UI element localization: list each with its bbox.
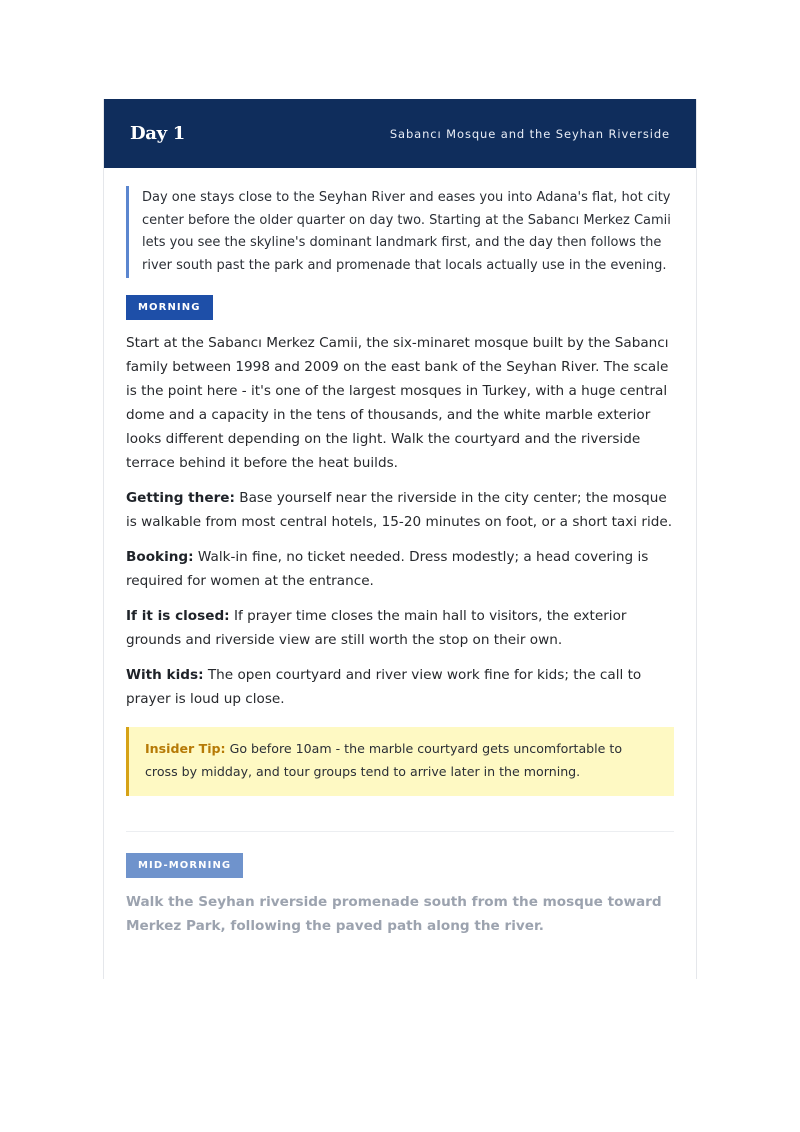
getting-there [126, 486, 674, 534]
intro-quote: Day one stays close to the Seyhan River and eases you into Adana's flat, hot city center before the older quarter on day two. Starting at the Sabancı Merkez Camii lets you see the skyline's dominant landmark first, and the day then follows the river south past the park and promenade that locals actually use in the evening. [126, 186, 674, 278]
mid-morning-description: Walk the Seyhan riverside promenade south from the mosque toward Merkez Park, following the paved path along the river. [126, 894, 662, 934]
if-closed-label: If it is closed: [126, 608, 230, 624]
mid-morning-badge: MID-MORNING [126, 853, 243, 878]
with-kids-label: With kids: [126, 667, 204, 683]
if-closed [126, 604, 674, 652]
insider-tip-text: Go before 10am - the marble courtyard gets uncomfortable to cross by midday, and tour groups tend to arrive later in the morning. [145, 741, 623, 779]
day-body [104, 168, 696, 938]
morning-description: Start at the Sabancı Merkez Camii, the six-minaret mosque built by the Sabancı family between 1998 and 2009 on the east bank of the Seyhan River. The scale is the point here - it's one of the largest mosques in Turkey, with a huge central dome and a capacity in the tens of thousands, and the white marble exterior looks different depending on the light. Walk the courtyard and the riverside terrace behind it before the heat builds. [126, 335, 669, 471]
getting-there-text: Base yourself near the riverside in the city center; the mosque is walkable from most central hotels, 15-20 minutes on foot, or a short taxi ride. [126, 490, 673, 530]
insider-tip-label: Insider Tip: [145, 741, 226, 756]
insider-tip [126, 727, 674, 796]
with-kids [126, 663, 674, 711]
day-card [103, 99, 697, 979]
day-subtitle: Sabancı Mosque and the Seyhan Riverside [389, 126, 670, 141]
getting-there-label: Getting there: [126, 490, 235, 506]
day-title: Day 1 [130, 123, 186, 144]
booking-label: Booking: [126, 549, 194, 565]
if-closed-text: If prayer time closes the main hall to visitors, the exterior grounds and riverside view are still worth the stop on their own. [126, 608, 627, 648]
section-divider [126, 831, 674, 832]
morning-badge: MORNING [126, 295, 213, 320]
booking [126, 545, 674, 593]
booking-text: Walk-in fine, no ticket needed. Dress modestly; a head covering is required for women at the entrance. [126, 549, 649, 589]
day-header [104, 99, 696, 168]
with-kids-text: The open courtyard and river view work fine for kids; the call to prayer is loud up close. [126, 667, 642, 707]
